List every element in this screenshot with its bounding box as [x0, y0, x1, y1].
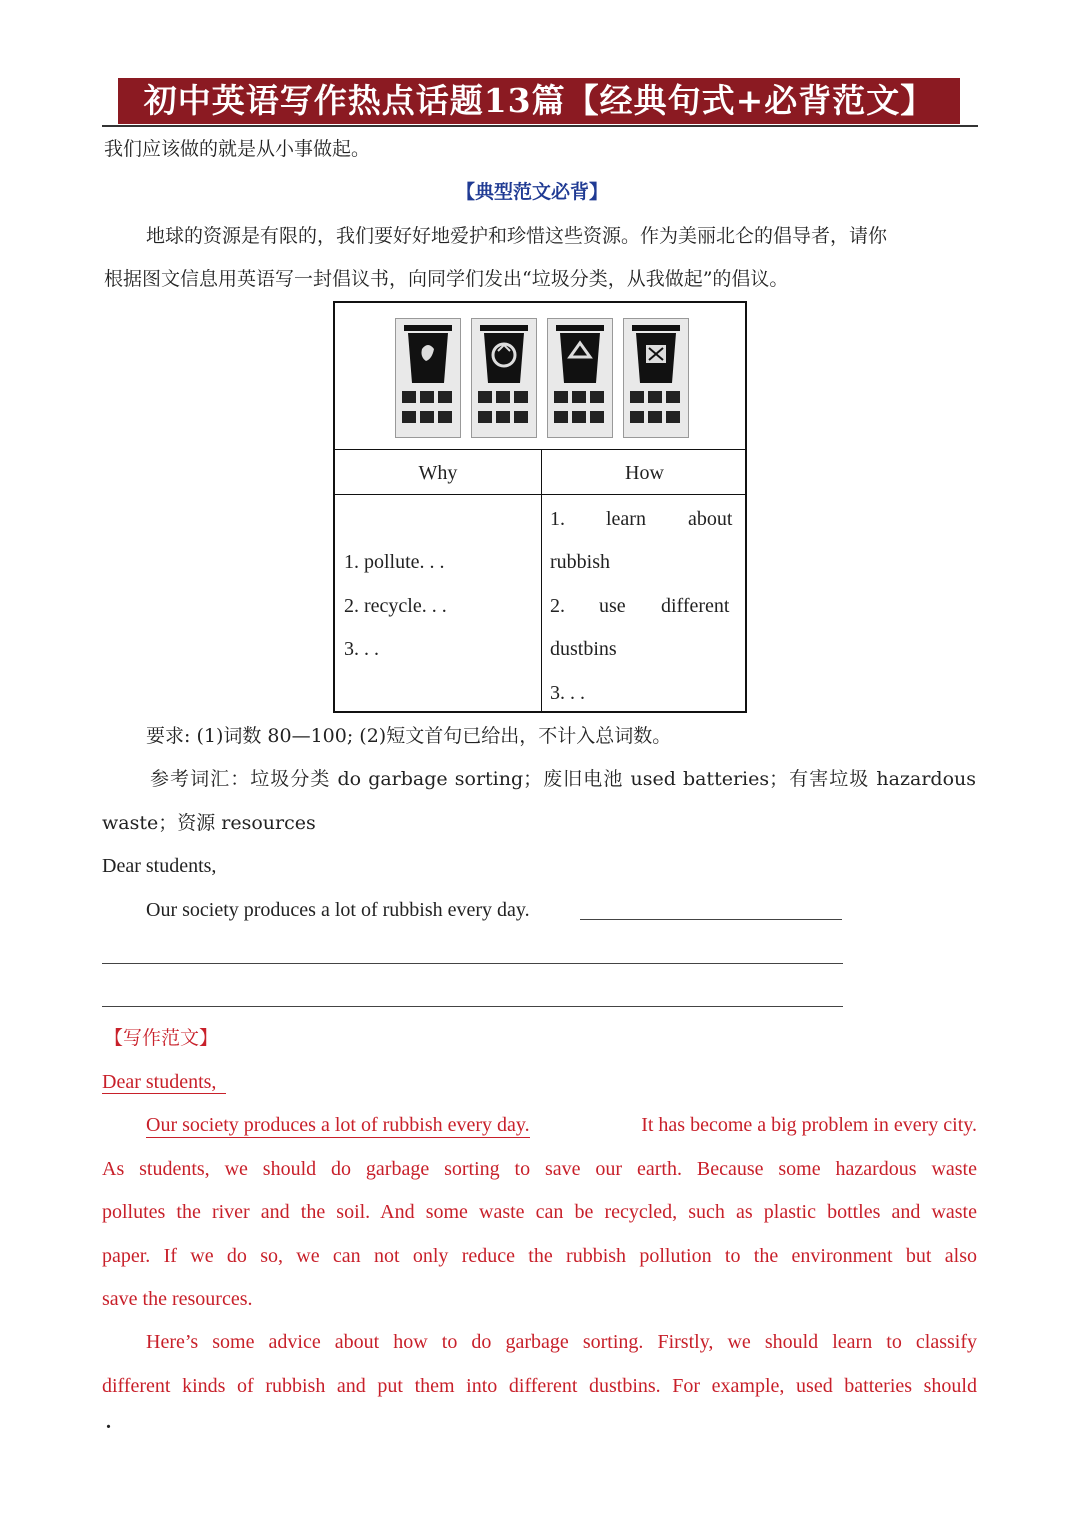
- letter-greeting: Dear students,: [102, 855, 217, 877]
- vocab-line-2: waste；资源 resources: [102, 812, 316, 834]
- table-divider-top: [335, 449, 745, 450]
- prompt-line-2: 根据图文信息用英语写一封倡议书，向同学们发出“垃圾分类，从我做起”的倡议。: [104, 268, 789, 290]
- how-item-2-word-a: use: [599, 595, 626, 617]
- how-item-1-num: 1.: [550, 508, 565, 530]
- answer-blank-2[interactable]: [102, 963, 843, 964]
- why-item-1: 1. pollute. . .: [344, 551, 445, 573]
- section-title-sample-essay: 【写作范文】: [104, 1027, 219, 1049]
- header-rule: [102, 125, 978, 127]
- table-divider-header: [335, 494, 745, 495]
- how-item-2-cont: dustbins: [550, 638, 617, 660]
- requirements: 要求: (1)词数 80—100; (2)短文首句已给出，不计入总词数。: [146, 725, 672, 747]
- answer-blank-3[interactable]: [102, 1006, 843, 1007]
- sample-p1-line5: save the resources.: [102, 1288, 253, 1310]
- how-item-2-word-b: different: [661, 595, 730, 617]
- table-column-divider: [541, 450, 542, 711]
- column-header-how: How: [625, 462, 664, 484]
- footer-dot: .: [106, 1411, 111, 1433]
- sample-first-sentence: Our society produces a lot of rubbish every day.: [146, 1114, 530, 1136]
- kitchen-waste-bin-icon: [395, 318, 461, 438]
- how-item-1-word-a: learn: [606, 508, 646, 530]
- sample-p1-line4: paper. If we do so, we can not only reduce the rubbish pollution to the environment but also: [102, 1245, 977, 1267]
- why-item-2: 2. recycle. . .: [344, 595, 447, 617]
- sample-greeting-text: Dear students,: [102, 1071, 217, 1093]
- why-how-table: [333, 301, 747, 713]
- letter-first-sentence: Our society produces a lot of rubbish every day.: [146, 899, 530, 921]
- sample-p1-line3: pollutes the river and the soil. And some waste can be recycled, such as plastic bottles and waste: [102, 1201, 977, 1223]
- how-item-2-num: 2.: [550, 595, 565, 617]
- how-item-1-cont: rubbish: [550, 551, 610, 573]
- sample-p1-line1-rest: It has become a big problem in every city.: [641, 1114, 977, 1136]
- sample-p1-line2: As students, we should do garbage sorting to save our earth. Because some hazardous waste: [102, 1158, 977, 1180]
- prompt-line-1: 地球的资源是有限的，我们要好好地爱护和珍惜这些资源。作为美丽北仑的倡导者，请你: [146, 225, 888, 247]
- column-header-why: Why: [418, 462, 458, 484]
- intro-line: 我们应该做的就是从小事做起。: [104, 138, 371, 160]
- recyclable-bin-icon: [471, 318, 537, 438]
- how-item-1-word-b: about: [688, 508, 733, 530]
- sample-p2-line1: Here’s some advice about how to do garbage sorting. Firstly, we should learn to classify: [146, 1331, 977, 1353]
- other-waste-bin-icon: [547, 318, 613, 438]
- vocab-line-1: 参考词汇：垃圾分类 do garbage sorting；废旧电池 used batteries；有害垃圾 hazardous: [150, 768, 976, 790]
- sample-p1-line1: [146, 1113, 977, 1138]
- hazardous-waste-bin-icon: [623, 318, 689, 438]
- how-item-3: 3. . .: [550, 682, 585, 704]
- why-item-3: 3. . .: [344, 638, 379, 660]
- sample-greeting: [102, 1070, 226, 1094]
- sample-p2-line2: different kinds of rubbish and put them into different dustbins. For example, used batteries should: [102, 1375, 977, 1397]
- answer-blank-1[interactable]: [580, 919, 842, 920]
- section-title-model-essay: 【典型范文必背】: [456, 181, 609, 203]
- document-header-title: 初中英语写作热点话题13篇【经典句式+必背范文】: [118, 78, 960, 124]
